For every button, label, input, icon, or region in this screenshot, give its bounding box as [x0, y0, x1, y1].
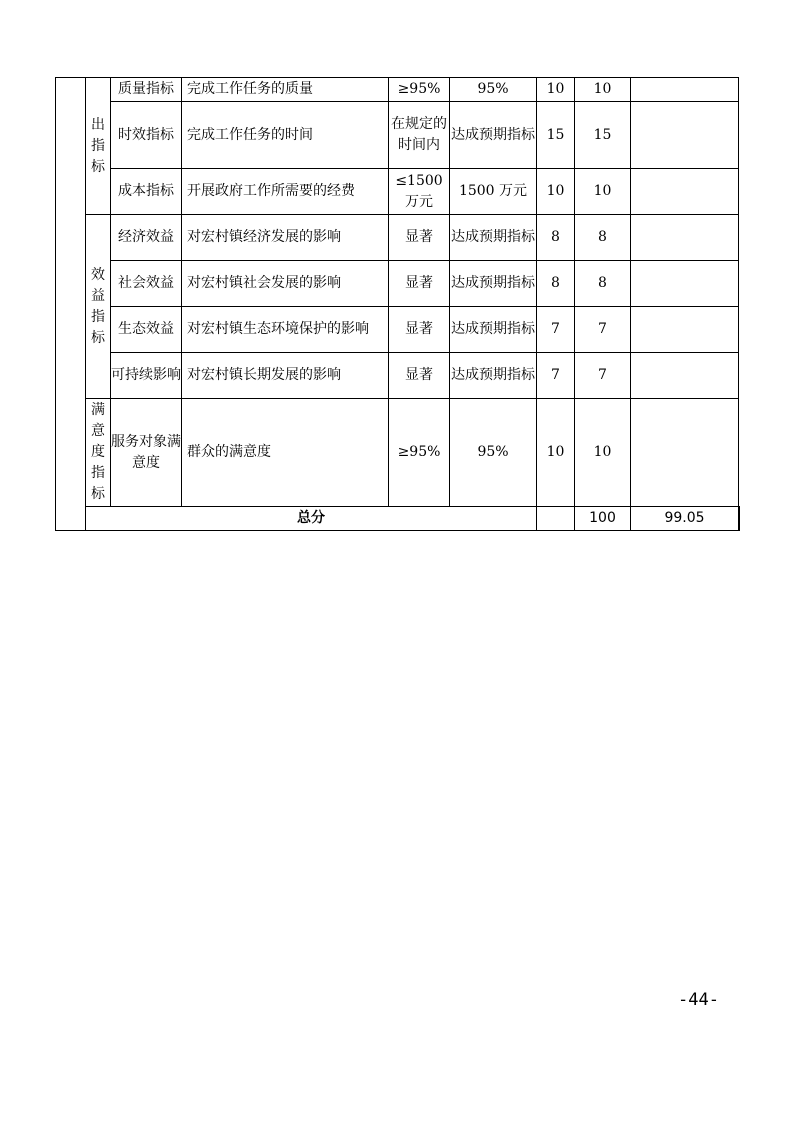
score-value: 7 [575, 307, 631, 353]
remark-cell [631, 215, 739, 261]
sub-indicator: 可持续影响 [111, 353, 182, 399]
table-row [56, 307, 740, 353]
table-row [56, 78, 740, 102]
score-value: 10 [575, 78, 631, 102]
actual-value: 1500 万元 [450, 169, 537, 215]
score-value: 10 [575, 399, 631, 507]
sub-indicator: 社会效益 [111, 261, 182, 307]
sub-indicator: 时效指标 [111, 102, 182, 169]
table-row [56, 215, 740, 261]
actual-value: 95% [450, 399, 537, 507]
target-value: 显著 [389, 261, 450, 307]
score-value: 15 [575, 102, 631, 169]
group-label-outputs: 出指标 [86, 78, 111, 215]
sub-indicator: 生态效益 [111, 307, 182, 353]
indicator-content: 完成工作任务的质量 [182, 78, 389, 102]
weight-value: 10 [537, 78, 575, 102]
target-value: ≥95% [389, 399, 450, 507]
weight-value: 8 [537, 261, 575, 307]
target-value: 在规定的时间内 [389, 102, 450, 169]
total-weight: 100 [575, 507, 631, 531]
actual-value: 达成预期指标 [450, 353, 537, 399]
performance-table [55, 77, 740, 531]
indicator-content: 对宏村镇社会发展的影响 [182, 261, 389, 307]
remark-cell [631, 353, 739, 399]
actual-value: 达成预期指标 [450, 215, 537, 261]
weight-value: 7 [537, 307, 575, 353]
target-value: 显著 [389, 353, 450, 399]
table-row [56, 353, 740, 399]
sub-indicator: 质量指标 [111, 78, 182, 102]
group-label-satisfaction: 满意度指标 [86, 399, 111, 507]
weight-value: 15 [537, 102, 575, 169]
outer-blank-cell [56, 78, 86, 531]
total-label: 总分 [86, 507, 537, 531]
weight-value: 7 [537, 353, 575, 399]
indicator-content: 对宏村镇生态环境保护的影响 [182, 307, 389, 353]
table-row [56, 261, 740, 307]
total-score: 99.05 [631, 507, 739, 531]
indicator-content: 对宏村镇经济发展的影响 [182, 215, 389, 261]
score-value: 8 [575, 215, 631, 261]
score-value: 10 [575, 169, 631, 215]
actual-value: 达成预期指标 [450, 307, 537, 353]
weight-value: 10 [537, 169, 575, 215]
target-value: ≥95% [389, 78, 450, 102]
weight-value: 10 [537, 399, 575, 507]
remark-cell [631, 261, 739, 307]
table-row [56, 102, 740, 169]
sub-indicator: 成本指标 [111, 169, 182, 215]
remark-cell [631, 307, 739, 353]
weight-value: 8 [537, 215, 575, 261]
remark-cell [631, 102, 739, 169]
actual-value: 达成预期指标 [450, 261, 537, 307]
target-value: 显著 [389, 215, 450, 261]
indicator-content: 群众的满意度 [182, 399, 389, 507]
actual-value: 95% [450, 78, 537, 102]
table-row [56, 169, 740, 215]
table-row [56, 399, 740, 507]
target-value: ≤1500万元 [389, 169, 450, 215]
actual-value: 达成预期指标 [450, 102, 537, 169]
remark-cell [631, 78, 739, 102]
indicator-content: 完成工作任务的时间 [182, 102, 389, 169]
sub-indicator: 服务对象满意度 [111, 399, 182, 507]
indicator-content: 对宏村镇长期发展的影响 [182, 353, 389, 399]
group-label-benefit: 效益指标 [86, 215, 111, 399]
total-actual [537, 507, 575, 531]
total-remark [739, 507, 740, 531]
score-value: 7 [575, 353, 631, 399]
target-value: 显著 [389, 307, 450, 353]
remark-cell [631, 169, 739, 215]
total-row [56, 507, 740, 531]
page-number: -44- [678, 990, 719, 1010]
remark-cell [631, 399, 739, 507]
sub-indicator: 经济效益 [111, 215, 182, 261]
score-value: 8 [575, 261, 631, 307]
indicator-content: 开展政府工作所需要的经费 [182, 169, 389, 215]
